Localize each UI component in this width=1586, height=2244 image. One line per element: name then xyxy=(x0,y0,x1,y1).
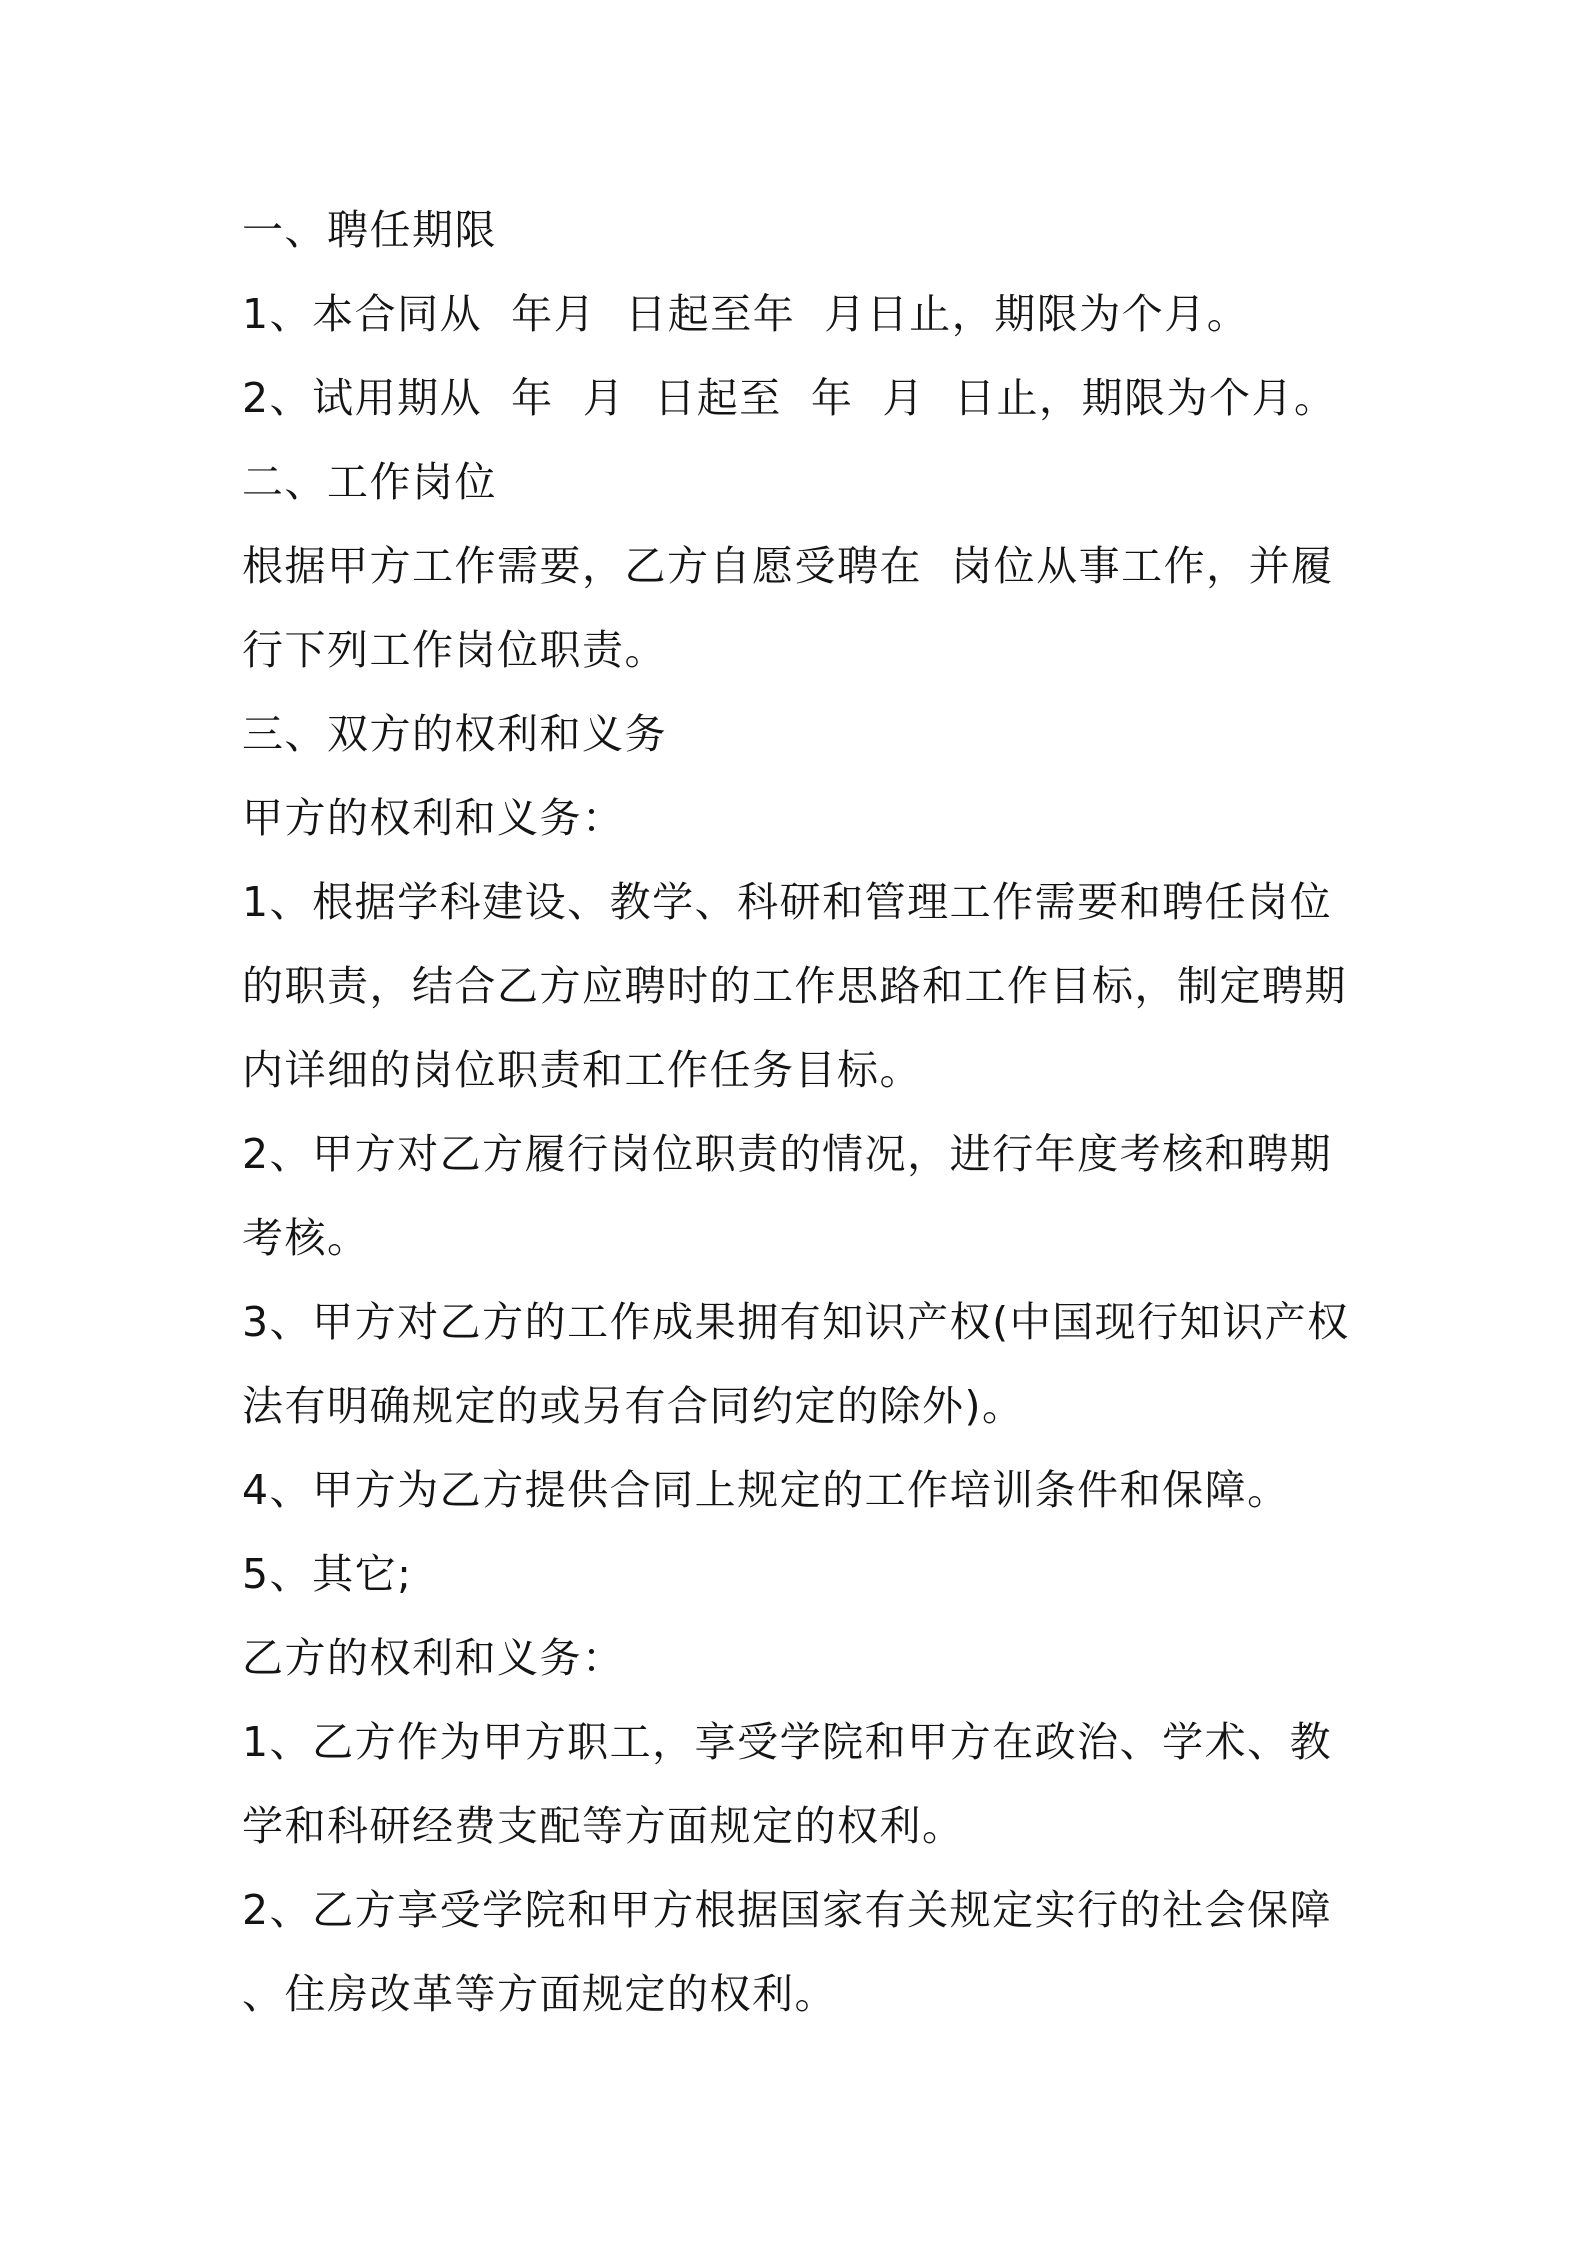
subheading-party-b: 乙方的权利和义务： xyxy=(242,1634,625,1682)
party-a-item-1-line-3: 内详细的岗位职责和工作任务目标。 xyxy=(242,1046,922,1094)
party-a-item-3-line-1: 3、甲方对乙方的工作成果拥有知识产权(中国现行知识产权 xyxy=(242,1298,1350,1346)
document-body xyxy=(242,188,1362,2036)
party-a-item-5: 5、其它; xyxy=(242,1550,413,1598)
party-b-item-1-line-2: 学和科研经费支配等方面规定的权利。 xyxy=(242,1802,965,1850)
party-a-item-3-line-2: 法有明确规定的或另有合同约定的除外)。 xyxy=(242,1382,1025,1430)
party-b-item-2-line-1: 2、乙方享受学院和甲方根据国家有关规定实行的社会保障 xyxy=(242,1886,1333,1934)
party-a-item-2-line-2: 考核。 xyxy=(242,1214,370,1262)
section-heading-position: 二、工作岗位 xyxy=(242,458,497,506)
party-a-item-1-line-1: 1、根据学科建设、教学、科研和管理工作需要和聘任岗位 xyxy=(242,878,1333,926)
paragraph-position-line-2: 行下列工作岗位职责。 xyxy=(242,626,667,674)
party-a-item-4: 4、甲方为乙方提供合同上规定的工作培训条件和保障。 xyxy=(242,1466,1290,1514)
paragraph-position-line-1: 根据甲方工作需要，乙方自愿受聘在 岗位从事工作，并履 xyxy=(242,542,1334,590)
clause-contract-period: 1、本合同从 年月 日起至年 月日止，期限为个月。 xyxy=(242,290,1250,338)
party-a-item-2-line-1: 2、甲方对乙方履行岗位职责的情况，进行年度考核和聘期 xyxy=(242,1130,1333,1178)
section-heading-rights: 三、双方的权利和义务 xyxy=(242,710,667,758)
clause-probation-period: 2、试用期从 年 月 日起至 年 月 日止，期限为个月。 xyxy=(242,374,1337,422)
party-b-item-2-line-2: 、住房改革等方面规定的权利。 xyxy=(242,1970,837,2018)
section-heading-term: 一、聘任期限 xyxy=(242,206,497,254)
party-a-item-1-line-2: 的职责，结合乙方应聘时的工作思路和工作目标，制定聘期 xyxy=(242,962,1347,1010)
subheading-party-a: 甲方的权利和义务： xyxy=(242,794,625,842)
party-b-item-1-line-1: 1、乙方作为甲方职工，享受学院和甲方在政治、学术、教 xyxy=(242,1718,1333,1766)
